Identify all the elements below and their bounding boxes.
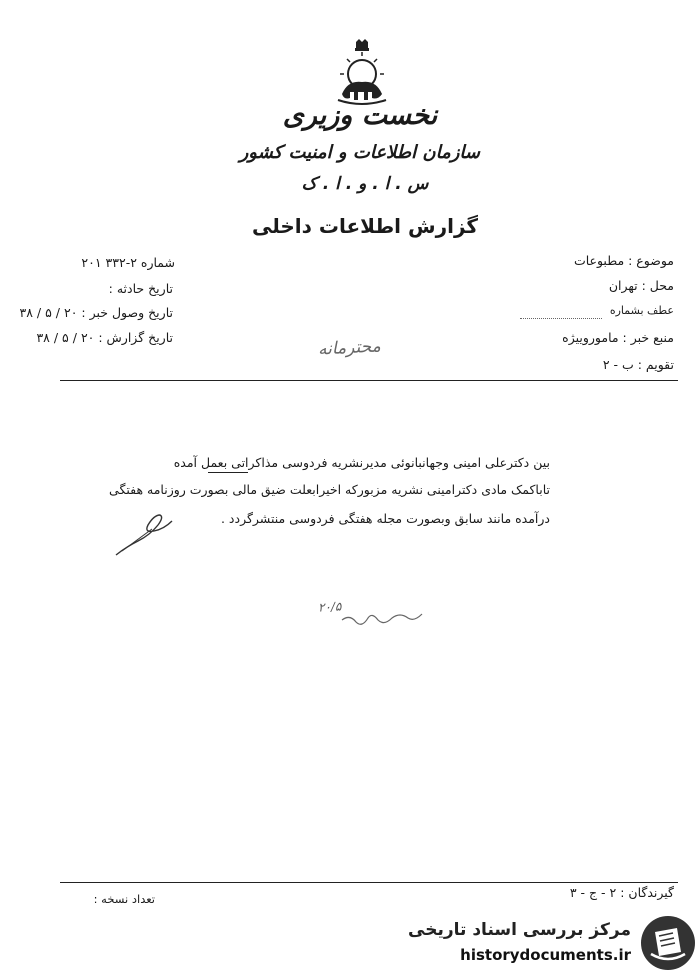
watermark-url[interactable]: historydocuments.ir	[460, 946, 631, 964]
body-line-2: تاباکمک مادی دکترامینی نشریه مزبورکه اخیرابعلت ضیق مالی بصورت روزنامه هفتگی	[109, 482, 550, 497]
organization-heading: سازمان اطلاعات و امنیت کشور	[239, 142, 480, 163]
watermark-title: مرکز بررسی اسناد تاریخی	[408, 920, 631, 940]
body-underline	[208, 472, 248, 473]
watermark	[408, 912, 697, 974]
watermark-logo-icon	[639, 914, 697, 972]
report-title: گزارش اطلاعات داخلی	[251, 214, 479, 238]
receipt-date: تاریخ وصول خبر : ۲۰ / ۵ / ۳۸	[19, 305, 173, 320]
prime-ministry-heading: نخست وزیری	[282, 100, 438, 131]
place-field: محل : تهران	[608, 278, 674, 293]
handwritten-date: ۲۰/۵	[317, 599, 342, 615]
footer-divider	[60, 882, 678, 883]
handwritten-initials	[338, 602, 438, 632]
report-date: تاریخ گزارش : ۲۰ / ۵ / ۳۸	[36, 330, 173, 345]
handwritten-signature-mark	[112, 505, 182, 560]
reference-dotted-line	[520, 318, 602, 319]
source-field: منبع خبر : ماموروییژه	[562, 330, 674, 345]
copies-field: تعداد نسخه :	[93, 892, 155, 906]
evaluation-field: تقویم : ب - ۲	[602, 357, 674, 372]
organization-code: س . ا . و . ا . ک	[301, 174, 429, 194]
lion-and-sun-emblem-icon	[330, 38, 394, 108]
confidential-handwritten-mark: محترمانه	[317, 336, 382, 360]
report-number: شماره ۲-۳۳۲ ۲۰۱	[81, 255, 175, 270]
event-date: تاریخ حادثه :	[108, 281, 173, 296]
body-line-1: بین دکترعلی امینی وجهانبانوئی مدیرنشریه فردوسی مذاکراتی بعمل آمده	[173, 455, 550, 470]
body-line-3: درآمده مانند سابق وبصورت مجله هفتگی فردوسی منتشرگردد .	[220, 511, 550, 526]
header-divider	[60, 380, 678, 381]
subject-field: موضوع : مطبوعات	[573, 253, 674, 268]
recipients-field: گیرندگان : ۲ - ج - ۳	[569, 885, 674, 900]
reference-field: عطف بشماره	[609, 304, 674, 317]
